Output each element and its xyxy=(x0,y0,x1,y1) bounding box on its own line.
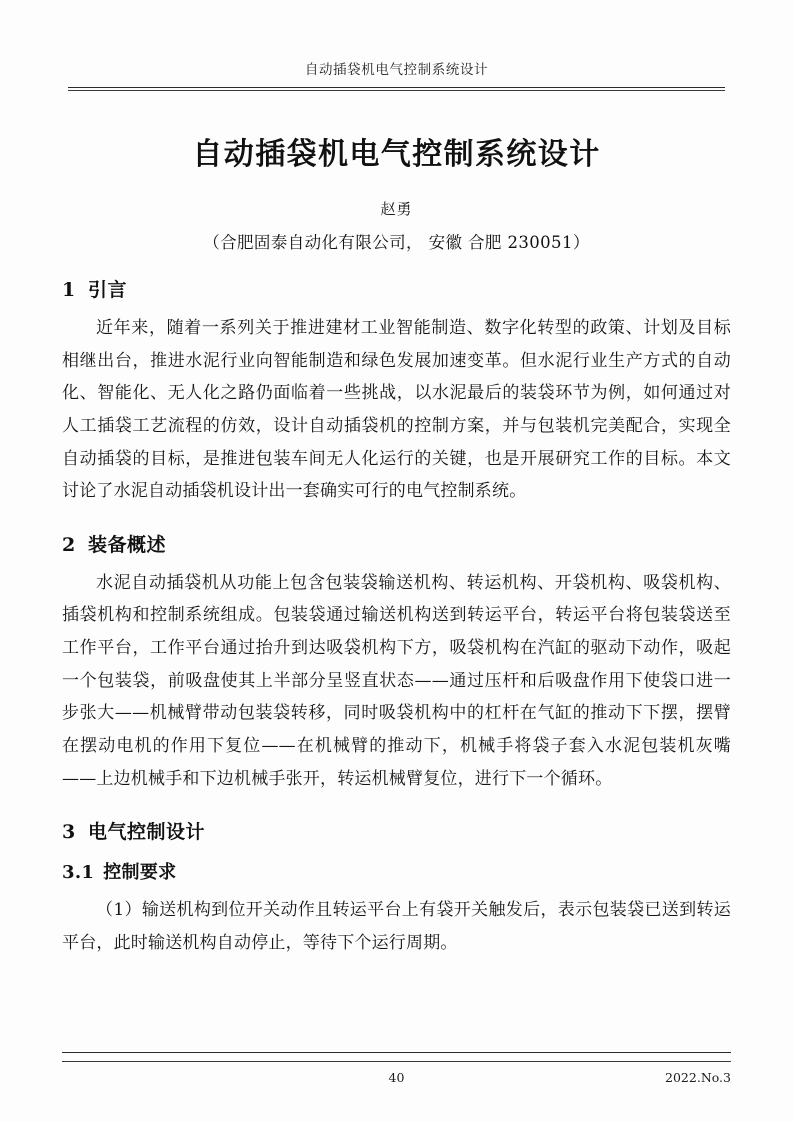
section-title-3: 电气控制设计 xyxy=(88,821,206,844)
section-number-1: 1 xyxy=(62,279,76,301)
subsection-3-1-paragraph-1: （1）输送机构到位开关动作且转运平台上有袋开关触发后，表示包装袋已送到转运平台，此时输送机构自动停止，等待下个运行周期。 xyxy=(62,900,731,953)
section-2-paragraph-1: 水泥自动插袋机从功能上包含包装袋输送机构、转运机构、开袋机构、吸袋机构、插袋机构和控制系统组成。包装袋通过输送机构送到转运平台，转运平台将包装袋送至工作平台，工作平台通过抬升到达吸袋机构下方，吸袋机构在汽缸的驱动下动作，吸起一个包装袋，前吸盘使其上半部分呈竖直状态——通过压杆和后吸盘作用下使袋口进一步张大——机械臂带动包装袋转移，同时吸袋机构中的杠杆在气缸的推动下下摆，摆臂在摆动电机的作用下复位——在机械臂的推动下，机械手将袋子套入水泥包装机灰嘴——上边机械手和下边机械手张开，转运机械臂复位，进行下一个循环。 xyxy=(62,572,731,789)
header-rule-thick xyxy=(68,87,725,88)
title-block xyxy=(62,135,731,253)
page-number: 40 xyxy=(388,1070,405,1085)
page-footer xyxy=(62,1044,731,1088)
section-number-2: 2 xyxy=(62,533,76,556)
section-1-paragraph-1: 近年来，随着一系列关于推进建材工业智能制造、数字化转型的政策、计划及目标相继出台，推进水泥行业向智能制造和绿色发展加速变革。但水泥行业生产方式的自动化、智能化、无人化之路仍面临着一些挑战，以水泥最后的装袋环节为例，如何通过对人工插袋工艺流程的仿效，设计自动插袋机的控制方案，并与包装机完美配合，实现全自动插袋的目标，是推进包装车间无人化运行的关键，也是开展研究工作的目标。本文讨论了水泥自动插袋机设计出一套确实可行的电气控制系统。 xyxy=(62,318,731,502)
page-title: 自动插袋机电气控制系统设计 xyxy=(192,137,601,172)
footer-rule-thin xyxy=(62,1061,731,1062)
subsection-title-3-1: 控制要求 xyxy=(103,862,177,884)
header-rule-thin xyxy=(68,90,725,91)
footer-row xyxy=(62,1070,731,1088)
author-affiliation: （合肥固泰自动化有限公司， 安徽 合肥 230051） xyxy=(203,233,590,252)
author-name: 赵勇 xyxy=(380,200,413,218)
section-heading-1 xyxy=(62,275,731,302)
section-heading-2 xyxy=(62,530,731,557)
section-number-3: 3 xyxy=(62,821,76,844)
running-header: 自动插袋机电气控制系统设计 xyxy=(304,62,489,78)
subsection-heading-3-1 xyxy=(62,858,731,884)
section-title-2: 装备概述 xyxy=(88,533,167,556)
section-title-1: 引言 xyxy=(88,279,128,301)
footer-rule-thick xyxy=(62,1052,731,1053)
subsection-number-3-1: 3.1 xyxy=(62,862,95,884)
issue-label: 2022.No.3 xyxy=(665,1070,731,1085)
section-heading-3 xyxy=(62,817,731,844)
